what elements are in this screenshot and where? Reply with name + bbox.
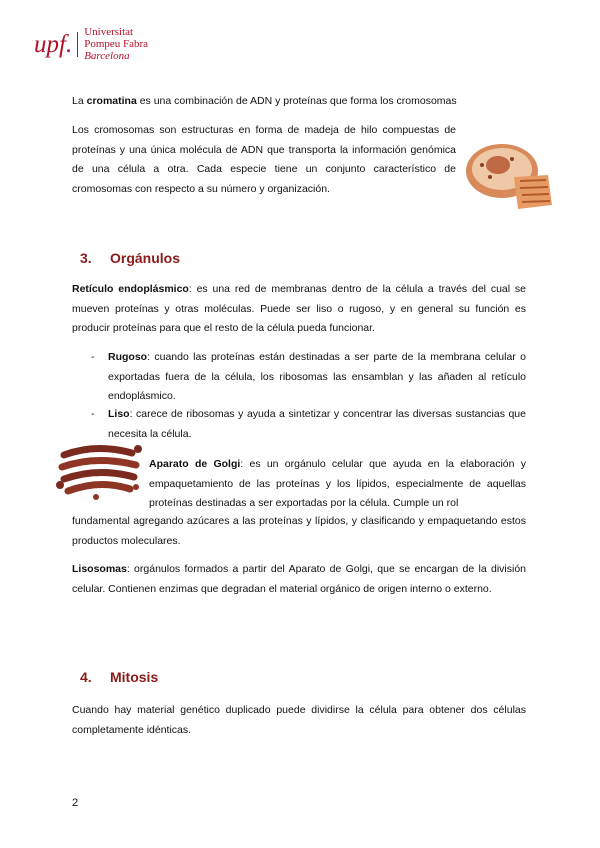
- intro-chromatin: [72, 92, 532, 112]
- mitosis-paragraph: Cuando hay material genético duplicado puede dividirse la célula para obtener dos células completamente idénticas.: [72, 704, 526, 736]
- golgi-illustration: [56, 441, 142, 501]
- intro-chromosomes: Los cromosomas son estructuras en forma de madeja de hilo compuestas de proteínas y una única molécula de ADN que transporta la información genómica de una célula a otra. Cada especie tiene un conjunto característico de cromosomas con respecto a su número y organización.: [72, 124, 456, 195]
- logo-line-1: Universitat: [84, 26, 134, 38]
- text: : carece de ribosomas y ayuda a sintetizar y concentrar las diversas sustancias que necesita la célula.: [108, 408, 526, 440]
- section-3-heading: [80, 250, 180, 266]
- term-lysosomes: Lisosomas: [72, 563, 127, 575]
- text: : orgánulos formados a partir del Aparato de Golgi, que se encargan de la división celular. Contienen enzimas que degradan el material orgánico de origen interno o externo.: [72, 563, 526, 595]
- bullet-rugoso: [91, 348, 526, 407]
- text: : es una red de membranas dentro de la célula a través del cual se mueven proteínas y otras moléculas. Puede ser liso o rugoso, y en general su función es producir proteínas para que el resto de la célula pueda funcionar.: [72, 283, 527, 334]
- cell-illustration: [462, 125, 558, 217]
- section-number: 3.: [80, 250, 92, 266]
- bullet-body: [108, 348, 526, 407]
- bullet-dash: -: [91, 351, 95, 363]
- golgi-paragraph-a: [149, 455, 526, 514]
- golgi-paragraph-b: fundamental agregando azúcares a las proteínas y lípidos, y clasificando y empaquetando estos productos moleculares.: [72, 515, 526, 547]
- bullet-liso: [91, 405, 526, 444]
- section-number: 4.: [80, 669, 92, 685]
- text: La: [72, 95, 87, 107]
- bullet-body: [108, 405, 526, 444]
- term-er: Retículo endoplásmico: [72, 283, 189, 295]
- logo-mark: upf.: [34, 32, 78, 57]
- er-paragraph: [72, 280, 526, 339]
- text: es una combinación de ADN y proteínas que forma los cromosomas: [136, 95, 457, 107]
- section-4-heading: [80, 669, 158, 685]
- text: : es un orgánulo celular que ayuda en la elaboración y empaquetamiento de las proteínas y los lípidos, especialmente de aquellas proteínas destinadas a ser exportadas por la célula. Cumple un rol: [149, 458, 526, 509]
- bullet-dash: -: [91, 408, 95, 420]
- section-title: Mitosis: [110, 669, 159, 685]
- term-chromatin: cromatina: [86, 95, 137, 107]
- upf-logo: [34, 26, 148, 62]
- section-title: Orgánulos: [110, 250, 181, 266]
- term-liso: Liso: [108, 408, 130, 420]
- logo-line-2: Pompeu Fabra: [84, 38, 149, 50]
- logo-text: [84, 26, 148, 62]
- term-golgi: Aparato de Golgi: [149, 458, 241, 470]
- page-number: 2: [72, 797, 79, 809]
- logo-line-3: Barcelona: [84, 50, 130, 62]
- text: : cuando las proteínas están destinadas a ser parte de la membrana celular o exportadas fuera de la célula, los ribosomas las ensamblan y las añaden al retículo endoplásmico.: [108, 351, 526, 402]
- term-rugoso: Rugoso: [108, 351, 148, 363]
- lysosome-paragraph: [72, 560, 526, 599]
